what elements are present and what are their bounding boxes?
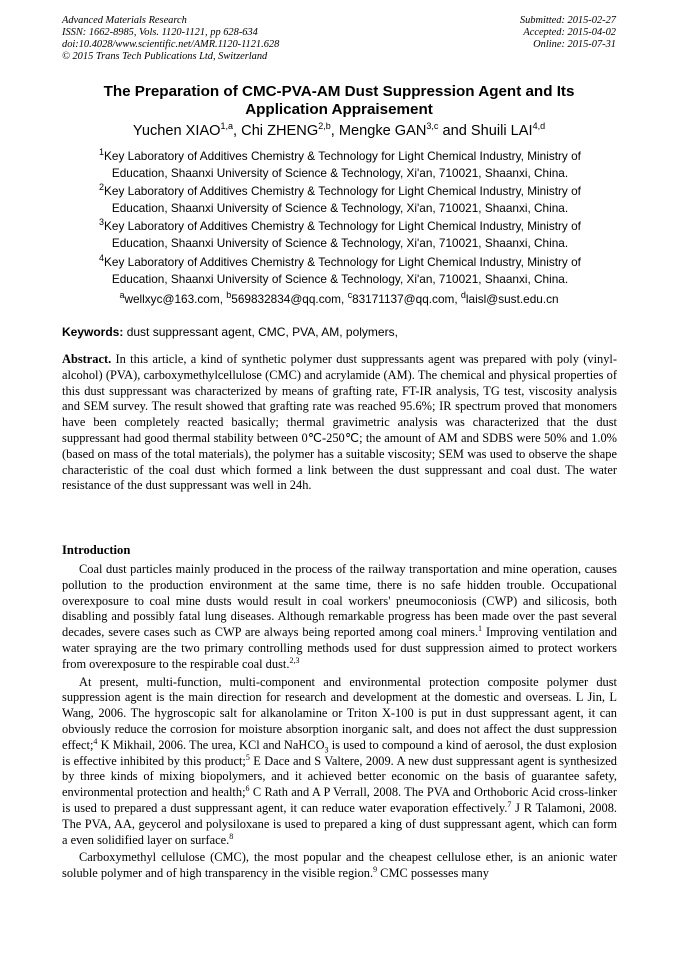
email-sup: d (460, 290, 466, 301)
email-address: laisl@sust.edu.cn (465, 292, 559, 306)
keywords (62, 324, 398, 340)
introduction-body (62, 562, 617, 882)
date-online: Online: 2015-07-31 (533, 39, 616, 50)
affiliation-number: 3 (99, 217, 105, 228)
paper-title-line-2: Application Appraisement (245, 101, 433, 118)
affiliation-number: 1 (99, 147, 105, 158)
email-sup: b (226, 290, 232, 301)
keywords-label: Keywords: (62, 325, 124, 339)
affiliation-number: 4 (99, 253, 105, 264)
author-sup: 3,c (426, 121, 439, 132)
email-address: 569832834@qq.com (231, 292, 341, 306)
affiliation-line: Key Laboratory of Additives Chemistry & Technology for Light Chemical Industry, Ministry of (104, 184, 581, 198)
author-name: Shuili LAI (470, 123, 533, 139)
affiliation (80, 254, 600, 288)
abstract (62, 352, 617, 494)
affiliation (80, 218, 600, 252)
citation: 8 (229, 831, 234, 841)
affiliation-line: Key Laboratory of Additives Chemistry & Technology for Light Chemical Industry, Ministry of (104, 149, 581, 163)
date-submitted: Submitted: 2015-02-27 (519, 15, 616, 26)
journal-name: Advanced Materials Research (62, 15, 187, 26)
affiliation-line: Education, Shaanxi University of Science & Technology, Xi'an, 710021, Shaanxi, China. (111, 272, 569, 286)
email-sup: c (347, 290, 353, 301)
affiliation-line: Education, Shaanxi University of Science & Technology, Xi'an, 710021, Shaanxi, China. (111, 166, 569, 180)
paragraph: At present, multi-function, multi-component and environmental protection composite polymer dust suppression agent is the main direction for research and development at the domestic and overseas. L Jin, L Wang, 2006. The hygroscopic salt for alkanolamine or Triton X-100 is put in dust suppressant agent, it can obviously reduce the corrosion for moisture absorption inorganic salt, and does not affect the dust suppression effect;$^4$ K Mikhail, 2006. The urea, KCl and NaHCO$_3$ is used to compound a kind of aerosol, the dust explosion is effective inhibited by this product;$^5$ E Dace and S Valtere, 2009. A new dust suppressant agent is synthesized by three kinds of mixing biopolymers, and it achieved better economic on the basis of guarantee safety, environmental protection and health;$^6$ C Rath and A P Verrall, 2008. The PVA and Orthoboric Acid cross-linker is used to prepared a dust suppressant agent, it can reduce water evaporation effectively.$^7$ J R Talamoni, 2008. The PVA, AA, geycerol and polysiloxane is used to prepared a king of dust suppressant agent, which can form a even solidified layer on surface.$^8$ (62, 674, 618, 847)
email-sup: a (119, 290, 125, 301)
journal-copyright: © 2015 Trans Tech Publications Ltd, Switzerland (62, 51, 268, 62)
affiliation-line: Key Laboratory of Additives Chemistry & Technology for Light Chemical Industry, Ministry of (104, 219, 581, 233)
affiliation-line: Education, Shaanxi University of Science & Technology, Xi'an, 710021, Shaanxi, China. (111, 236, 569, 250)
paper-title-line-1: The Preparation of CMC-PVA-AM Dust Suppression Agent and Its (103, 83, 575, 100)
email-list: $^a$wellxyc@163.com, $^b$569832834@qq.com, $^c$83171137@qq.com, $^d$laisl@sust.edu.cn (119, 290, 559, 306)
journal-dates (520, 15, 616, 51)
affiliation (80, 148, 600, 182)
author-sup: 2,b (318, 121, 331, 132)
affiliation (80, 183, 600, 217)
citation: 9 (373, 865, 378, 875)
date-accepted: Accepted: 2015-04-02 (523, 27, 616, 38)
journal-info-left (62, 15, 279, 63)
citation: 6 (245, 784, 250, 794)
citation: 5 (245, 752, 250, 762)
abstract-text: In this article, a kind of synthetic polymer dust suppressants agent was prepared with poly (vinyl- alcohol) (PVA), carboxymethylcellulose (CMC) and acrylamide (AM). The chemical and physical properties of this dust suppressant was characterized by means of grafting rate, FT-IR analysis, TG test, viscosity analysis and SEM survey. The result showed that grafting rate was reached 95.6%; IR spectrum proved that monomers have been completely reacted basically; thermal gravimetric analysis was characterized that the dust suppressant had good thermal stability between 0℃-250℃; the amount of AM and SDBS were 50% and 1.0% (based on mass of the total materials), the polymer has a suitable viscosity; SEM was used to observe the shape characteristic of the coal dust which formed a link between the dust suppressant and coal dust. The water resistance of the dust suppressant was well in 24h. (62, 352, 617, 493)
author-name: Chi ZHENG (241, 123, 319, 139)
affiliation-number: 2 (99, 182, 105, 193)
author-name: Mengke GAN (338, 123, 427, 139)
journal-doi: doi:10.4028/www.scientific.net/AMR.1120-1121.628 (62, 39, 280, 50)
author-name: Yuchen XIAO (132, 123, 221, 139)
citation: 2,3 (289, 655, 300, 665)
section-heading-introduction: Introduction (62, 543, 131, 557)
paper-title (40, 83, 638, 119)
email-address: wellxyc@163.com (124, 292, 220, 306)
author-list: Yuchen XIAO$^{1,a}$, Chi ZHENG$^{2,b}$, Mengke GAN$^{3,c}$ and Shuili LAI$^{4,d}$ (132, 121, 546, 139)
paragraph: Carboxymethyl cellulose (CMC), the most popular and the cheapest cellulose ether, is an anionic water soluble polymer and of high transparency in the visible region.$^9$ CMC possesses many (62, 850, 617, 881)
keywords-text: dust suppressant agent, CMC, PVA, AM, polymers, (123, 325, 398, 339)
abstract-label: Abstract. (62, 352, 112, 366)
author-sup: 1,a (220, 121, 234, 132)
affiliation-line: Key Laboratory of Additives Chemistry & Technology for Light Chemical Industry, Ministry of (104, 255, 581, 269)
citation: 1 (478, 624, 483, 634)
affiliation-line: Education, Shaanxi University of Science & Technology, Xi'an, 710021, Shaanxi, China. (111, 201, 569, 215)
journal-issn: ISSN: 1662-8985, Vols. 1120-1121, pp 628-634 (62, 27, 258, 38)
citation: 7 (507, 799, 512, 809)
author-sup: 4,d (532, 121, 546, 132)
subscript: 3 (324, 745, 329, 755)
paragraph: Coal dust particles mainly produced in the process of the railway transportation and mine operation, causes pollution to the production environment at the same time, there is no safe hidden trouble. Occupational overexposure to coal mine dusts would result in coal workers' pneumoconiosis (CWP) and silicosis, both disabling and possibly fatal lung diseases. Although remarkable progress has been made over the past several decades, severe cases such as CWP are always being reported among coal miners.$^1$ Improving ventilation and water spraying are the two primary controlling methods used for dust suppression aimed to protect workers from overexposure to the respirable coal dust.$^{2,3}$ (62, 562, 617, 671)
citation: 4 (93, 736, 98, 746)
email-address: 83171137@qq.com (352, 292, 455, 306)
